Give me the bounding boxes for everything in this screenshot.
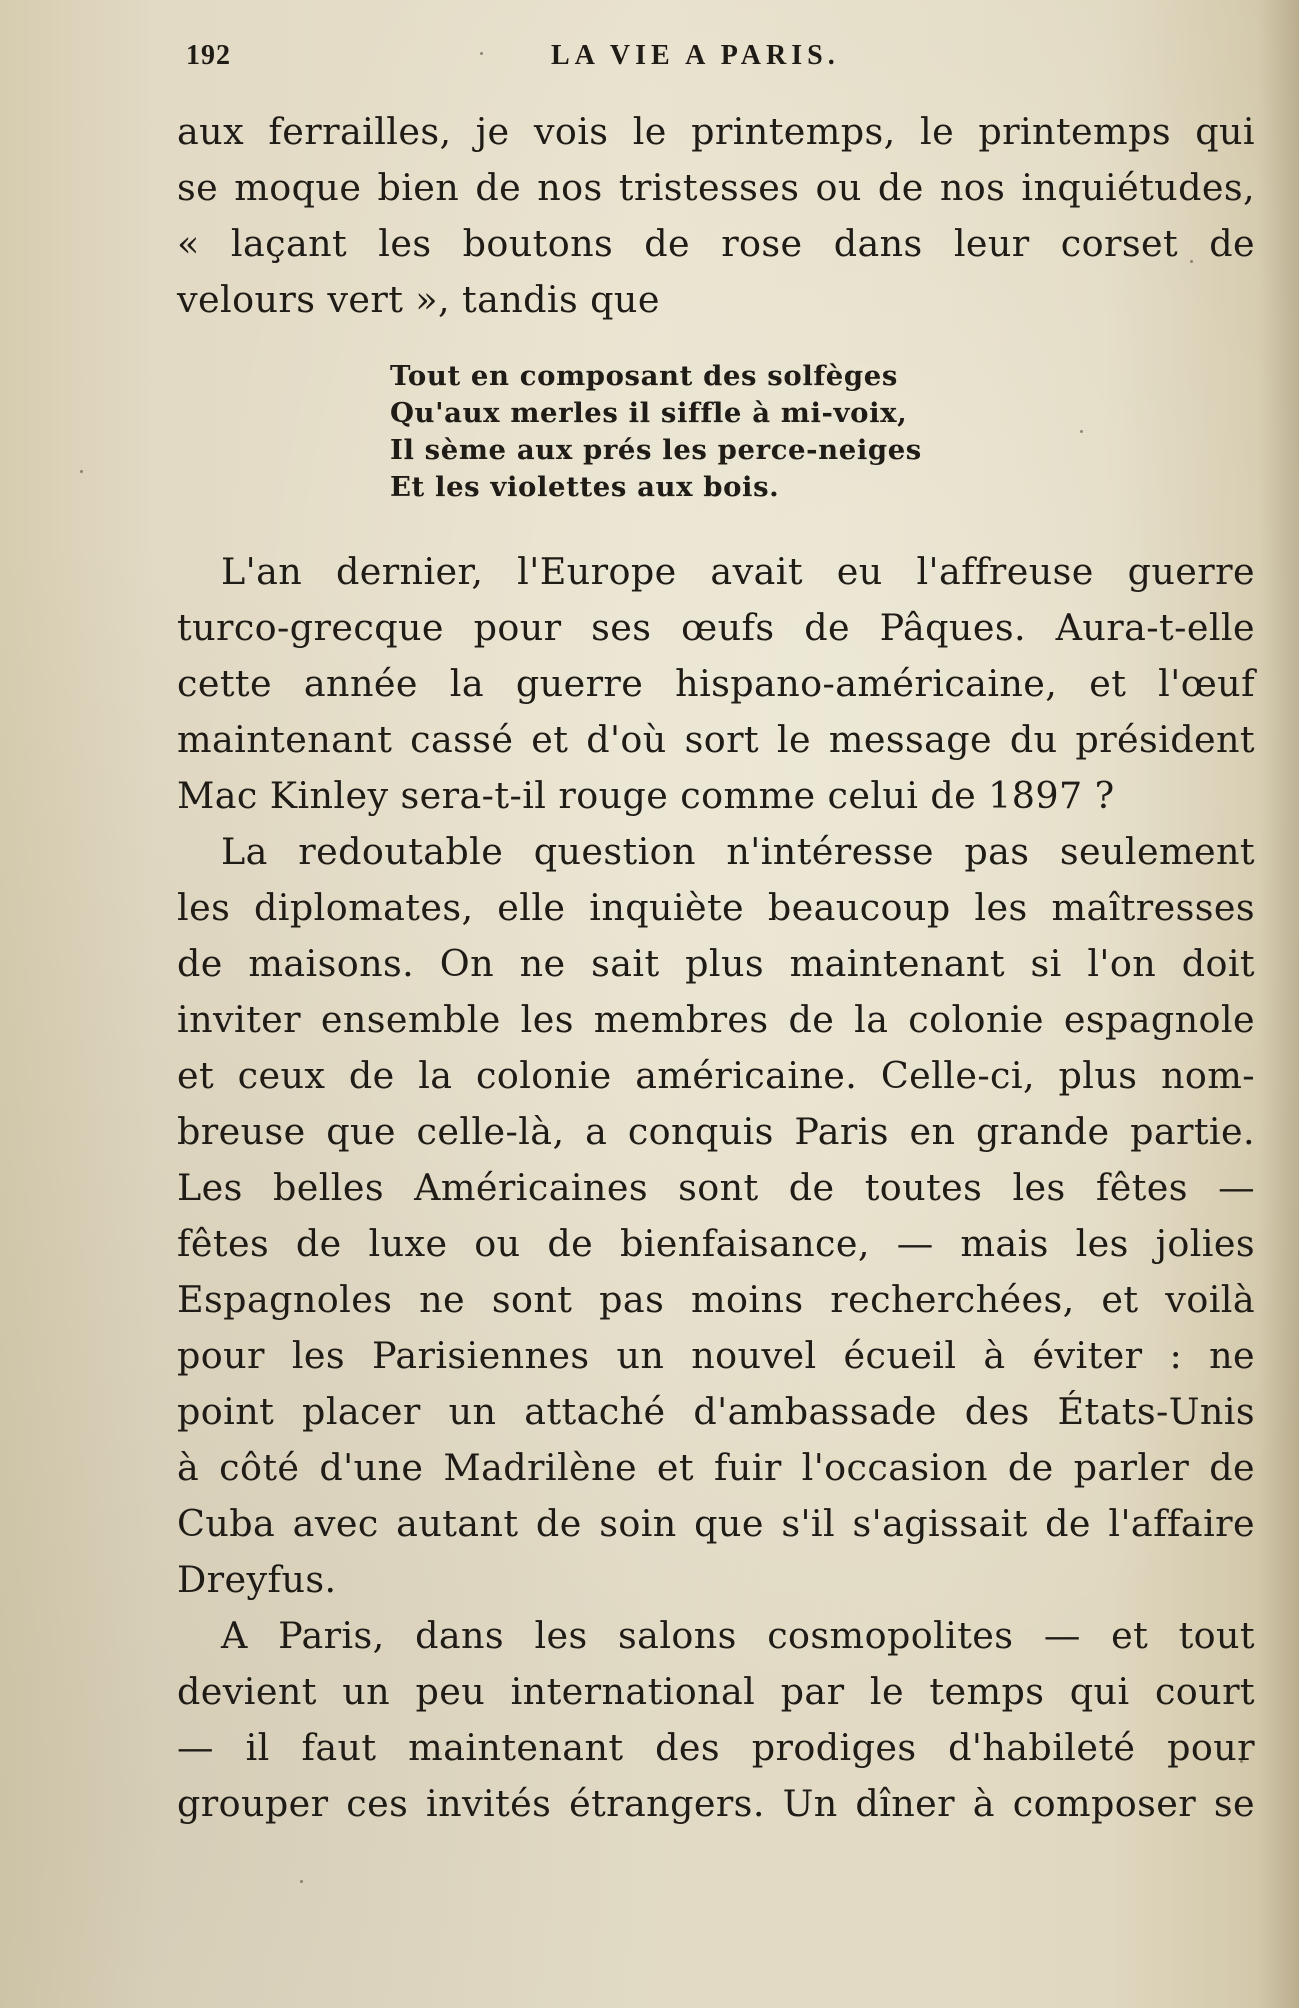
text-line: « laçant les boutons de rose dans leur corset de bbox=[177, 222, 1255, 265]
paper-speck bbox=[80, 470, 83, 473]
text-line: La redoutable question n'intéresse pas seulement bbox=[221, 830, 1255, 873]
text-line: Mac Kinley sera-t-il rouge comme celui de 1897 ? bbox=[177, 774, 1115, 817]
verse-line: Et les violettes aux bois. bbox=[390, 471, 780, 503]
paper-speck bbox=[1190, 260, 1193, 263]
text-line: cette année la guerre hispano-américaine, et l'œuf bbox=[177, 662, 1255, 705]
paper-speck bbox=[300, 1880, 303, 1883]
page-number: 192 bbox=[186, 40, 231, 71]
text-line: de maisons. On ne sait plus maintenant si l'on doit bbox=[177, 942, 1255, 985]
verse-quotation bbox=[390, 358, 1010, 506]
paper-speck bbox=[1240, 1760, 1243, 1763]
text-line: L'an dernier, l'Europe avait eu l'affreuse guerre bbox=[221, 550, 1255, 593]
running-head bbox=[186, 40, 1086, 80]
text-line: — il faut maintenant des prodiges d'habileté pour bbox=[177, 1726, 1255, 1769]
text-line: Dreyfus. bbox=[177, 1558, 337, 1601]
text-line: Les belles Américaines sont de toutes les fêtes — bbox=[177, 1166, 1255, 1209]
text-line: les diplomates, elle inquiète beaucoup les maîtresses bbox=[177, 886, 1255, 929]
text-line: se moque bien de nos tristesses ou de nos inquiétudes, bbox=[177, 166, 1255, 209]
opening-paragraph bbox=[177, 104, 1255, 328]
paper-speck bbox=[480, 52, 483, 55]
running-title: LA VIE A PARIS. bbox=[551, 40, 840, 71]
text-line: A Paris, dans les salons cosmopolites — et tout bbox=[221, 1614, 1255, 1657]
paper-speck bbox=[1080, 430, 1083, 433]
text-line: point placer un attaché d'ambassade des États-Unis bbox=[177, 1390, 1255, 1433]
text-line: fêtes de luxe ou de bienfaisance, — mais les jolies bbox=[177, 1222, 1255, 1265]
verse-line: Qu'aux merles il siffle à mi-voix, bbox=[390, 397, 908, 429]
text-line: maintenant cassé et d'où sort le message du président bbox=[177, 718, 1255, 761]
text-line: breuse que celle-là, a conquis Paris en grande partie. bbox=[177, 1110, 1255, 1153]
verse-line: Tout en composant des solfèges bbox=[390, 360, 898, 392]
text-line: velours vert », tandis que bbox=[177, 278, 660, 321]
text-line: devient un peu international par le temps qui court bbox=[177, 1670, 1255, 1713]
verse-line: Il sème aux prés les perce-neiges bbox=[390, 434, 922, 466]
body-text bbox=[177, 544, 1255, 1832]
text-line: à côté d'une Madrilène et fuir l'occasion de parler de bbox=[177, 1446, 1255, 1489]
text-line: turco-grecque pour ses œufs de Pâques. Aura-t-elle bbox=[177, 606, 1255, 649]
text-line: aux ferrailles, je vois le printemps, le printemps qui bbox=[177, 110, 1255, 153]
text-line: pour les Parisiennes un nouvel écueil à éviter : ne bbox=[177, 1334, 1255, 1377]
text-line: Espagnoles ne sont pas moins recherchées, et voilà bbox=[177, 1278, 1255, 1321]
text-line: inviter ensemble les membres de la colonie espagnole bbox=[177, 998, 1255, 1041]
text-line: Cuba avec autant de soin que s'il s'agissait de l'affaire bbox=[177, 1502, 1255, 1545]
text-line: grouper ces invités étrangers. Un dîner à composer se bbox=[177, 1782, 1255, 1825]
text-line: et ceux de la colonie américaine. Celle-ci, plus nom- bbox=[177, 1054, 1255, 1097]
